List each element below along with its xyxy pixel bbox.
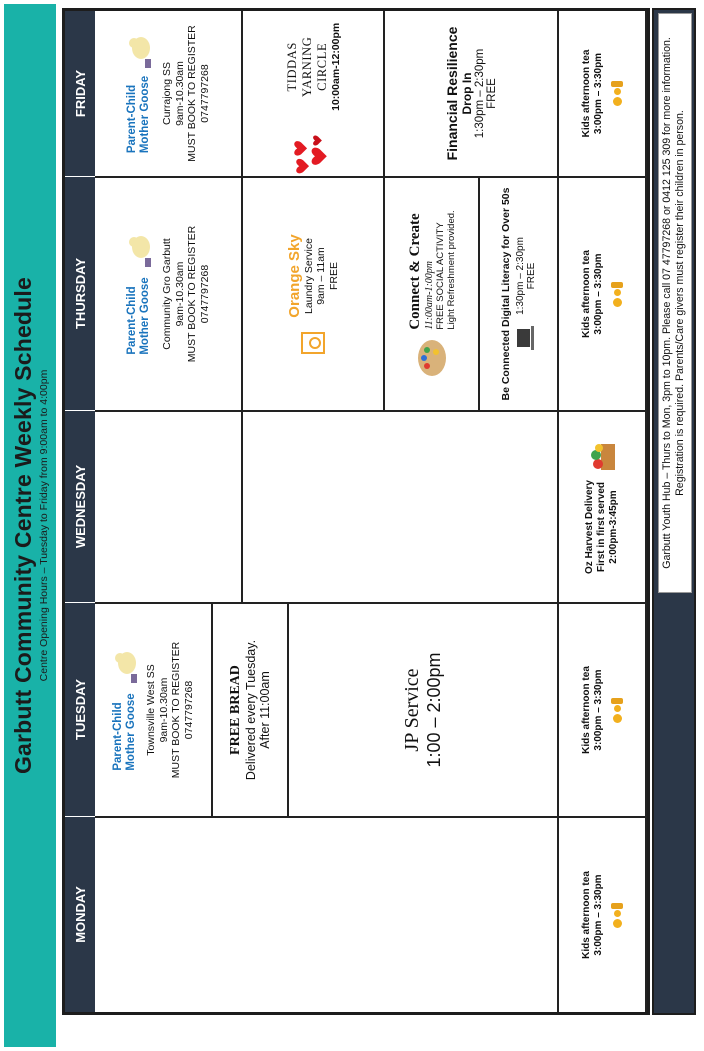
day-header-thursday: THURSDAY [65, 176, 95, 410]
mg-note: MUST BOOK TO REGISTER [186, 25, 198, 162]
digital-title: Be Connected Digital Literacy for Over 50s [500, 187, 512, 401]
teacup-icon [611, 902, 623, 928]
page-title: Garbutt Community Centre Weekly Schedule [10, 276, 36, 775]
mg-time: 9am-10.30am [157, 677, 170, 743]
jp-title: JP Service [401, 668, 423, 752]
tea-title: Kids afternoon tea [581, 871, 592, 959]
yarning-time: 10:00am-12:00pm [329, 22, 342, 111]
day-header-wednesday: WEDNESDAY [65, 410, 95, 602]
friday-mother-goose [95, 11, 243, 176]
tea-time: 3:00pm – 3:30pm [593, 52, 604, 135]
teacup-icon [611, 281, 623, 307]
connect-line-2: Light Refreshment provided. [445, 210, 457, 330]
day-header-tuesday: TUESDAY [65, 602, 95, 816]
mg-label-1: Parent-Child [112, 702, 124, 771]
teacup-icon [611, 697, 623, 723]
mg-location: Currajong SS [161, 61, 173, 126]
friday-tiddas-yarning [243, 11, 385, 176]
mg-label-2: Mother Goose [139, 277, 151, 355]
opening-hours: Centre Opening Hours – Tuesday to Friday from 9:00am to 4:00pm [38, 369, 50, 682]
footer-bar [652, 8, 696, 1015]
mg-label-1: Parent-Child [126, 286, 138, 355]
resilience-title: Financial Resilience [444, 26, 460, 161]
mother-goose-logo-icon [111, 649, 139, 685]
tea-time: 3:00pm – 3:30pm [593, 669, 604, 751]
thursday-orange-sky [243, 176, 385, 410]
bread-line-2: After 11:00am [258, 671, 272, 749]
mg-phone: 0747797268 [182, 680, 195, 740]
tuesday-afternoon-tea [559, 602, 647, 816]
food-hamper-icon [587, 440, 617, 474]
thursday-connect-create [385, 176, 480, 410]
tuesday-mother-goose [95, 602, 213, 816]
mg-time: 9am-10.30am [173, 61, 186, 126]
thursday-mother-goose [95, 176, 243, 410]
mg-time: 9am-10.30am [173, 261, 186, 327]
day-header-friday: FRIDAY [65, 11, 95, 176]
friday-afternoon-tea [559, 11, 647, 176]
yarning-line-1: TIDDAS YARNING [284, 36, 314, 98]
oz-line-3: 2:00pm-3:45pm [608, 490, 619, 564]
connect-title: Connect & Create [406, 213, 423, 330]
orange-sky-line-2: 9am – 11am [315, 247, 328, 305]
jp-time: 1:00 – 2:00pm [424, 652, 444, 768]
connect-time: 11:00am-1:00pm [423, 260, 435, 330]
tea-time: 3:00pm – 3:30pm [593, 874, 604, 956]
washing-machine-icon [301, 332, 325, 354]
mg-label-1: Parent-Child [126, 84, 138, 154]
wednesday-empty-slot-1 [95, 410, 243, 602]
laptop-icon [516, 325, 536, 351]
thursday-digital-literacy [480, 176, 559, 410]
monday-afternoon-tea [559, 816, 647, 1012]
orange-sky-line-3: FREE [327, 262, 340, 291]
mg-note: MUST BOOK TO REGISTER [186, 225, 198, 363]
hearts-icon [291, 133, 335, 176]
resilience-sub: Drop In [460, 72, 474, 115]
orange-sky-logo: Orange Sky [285, 234, 303, 318]
tea-time: 3:00pm – 3:30pm [593, 253, 604, 335]
digital-time: 1:30pm – 2:30pm [515, 237, 526, 315]
day-header-monday: MONDAY [65, 816, 95, 1012]
yarning-line-2: CIRCLE [314, 42, 329, 91]
digital-price: FREE [526, 262, 537, 290]
tea-title: Kids afternoon tea [581, 250, 592, 338]
thursday-afternoon-tea [559, 176, 647, 410]
mg-label-2: Mother Goose [125, 693, 137, 771]
title-block [4, 4, 56, 1047]
mg-label-2: Mother Goose [139, 75, 151, 154]
monday-empty-slot [95, 816, 559, 1012]
tuesday-free-bread [213, 602, 289, 816]
tea-title: Kids afternoon tea [581, 49, 592, 138]
bread-line-1: Delivered every Tuesday. [244, 639, 258, 781]
teacup-icon [611, 81, 623, 107]
wednesday-empty-slot-2 [243, 410, 559, 602]
tea-title: Kids afternoon tea [581, 666, 592, 754]
oz-line-1: Oz Harvest Delivery [584, 480, 595, 574]
mother-goose-logo-icon [125, 34, 153, 70]
mg-phone: 0747797268 [198, 64, 211, 123]
resilience-time: 1:30pm – 2:30pm [474, 48, 486, 139]
mg-location: Community Gro Garbutt [161, 238, 173, 350]
wednesday-oz-harvest [559, 410, 647, 602]
mg-note: MUST BOOK TO REGISTER [170, 641, 182, 779]
schedule-grid [62, 8, 650, 1015]
bread-title: FREE BREAD [228, 665, 243, 755]
tuesday-jp-service [289, 602, 559, 816]
mg-location: Townsville West SS [145, 664, 157, 756]
resilience-price: FREE [486, 78, 498, 109]
youth-hub-notice: Garbutt Youth Hub – Thurs to Mon, 3pm to 10pm. Please call 07 47797268 or 0412 125 309 for more information. Registration is required. Parents/Care givers must register their children in person. [658, 13, 692, 593]
mg-phone: 0747797268 [198, 264, 211, 324]
paint-palette-icon [415, 338, 449, 378]
mother-goose-logo-icon [125, 233, 153, 269]
orange-sky-line-1: Laundry Service [302, 238, 315, 314]
connect-line-1: FREE SOCIAL ACTIVITY [434, 222, 446, 330]
friday-financial-resilience [385, 11, 559, 176]
oz-line-2: First in first served [596, 482, 607, 573]
